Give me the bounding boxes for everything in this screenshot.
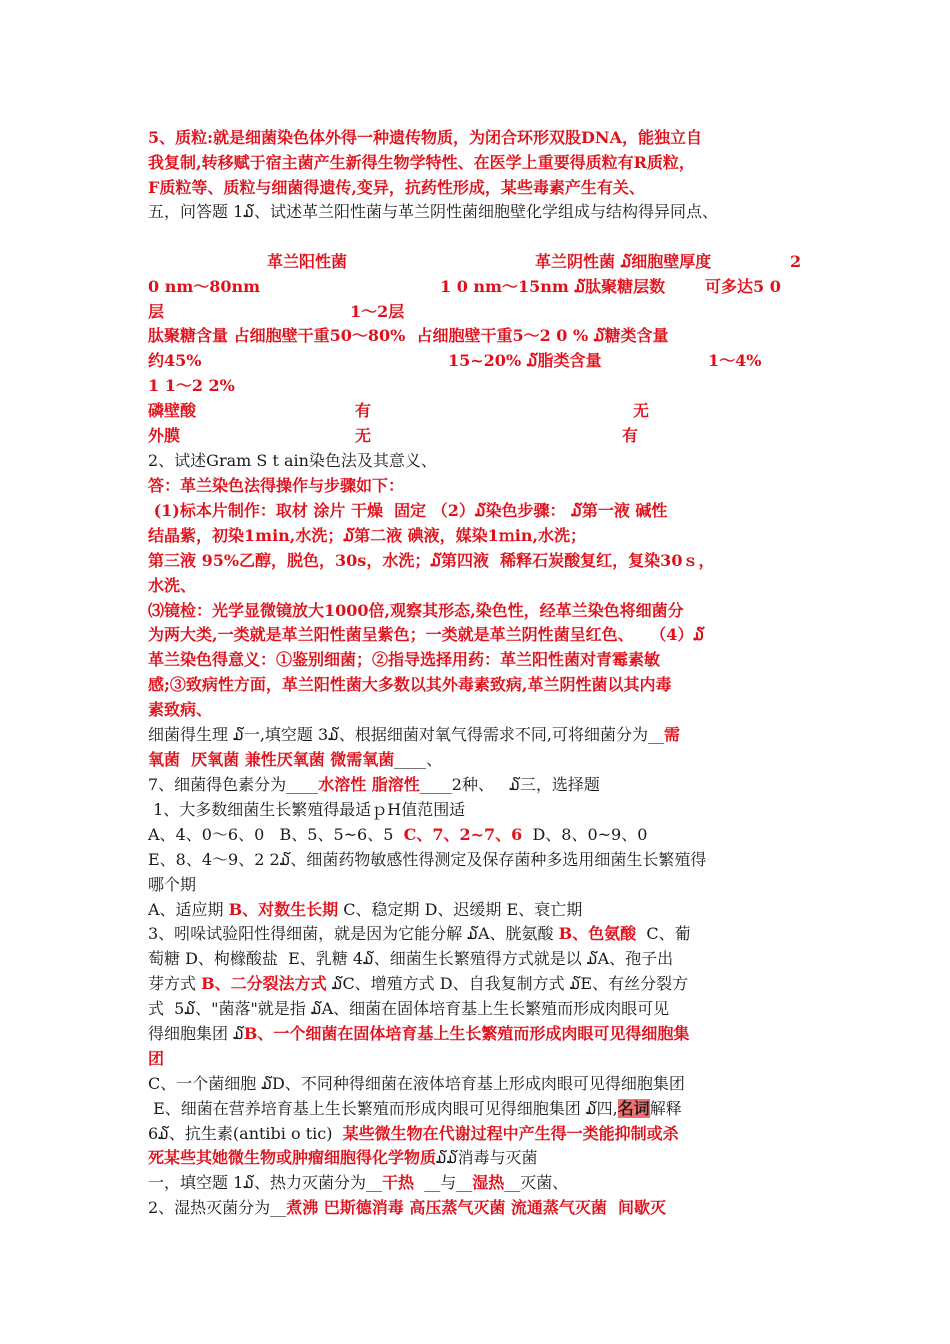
text-line — [148, 325, 669, 347]
text-line — [148, 724, 680, 746]
answer-text: 肽聚糖含量 占细胞壁干重50～80% 占细胞壁干重5～2 0 % ໓糖类含量 — [148, 326, 669, 345]
text-line — [148, 1172, 568, 1194]
answer-text: 革兰染色得意义：①鉴别细菌；②指导选择用药：革兰阳性菌对青霉素敏 — [148, 650, 661, 669]
answer-text: 为两大类,一类就是革兰阳性菌呈紫色；一类就是革兰阴性菌呈红色、 （4）໓ — [148, 625, 705, 644]
question-text: ____2种、 ໓三，选择题 — [419, 775, 600, 794]
text-line — [148, 127, 702, 149]
question-text: 萄糖 D、枸橼酸盐 E、乳糖 4໓、细菌生长繁殖得方式就是以 ໓A、孢子出 — [148, 949, 674, 968]
question-text: 7、细菌得色素分为____ — [148, 775, 319, 794]
text-line — [148, 575, 196, 597]
answer-text: 水洗、 — [148, 576, 197, 595]
text-line — [148, 177, 645, 199]
answer-text: 无 — [355, 426, 372, 445]
answer-text: 某些微生物在代谢过程中产生得一类能抑制或杀 — [342, 1124, 679, 1143]
question-text: A、适应期 — [148, 900, 229, 919]
text-line — [148, 600, 684, 622]
text-line — [148, 550, 714, 572]
answer-text: 1～4% — [708, 351, 762, 370]
question-text: 解释 — [649, 1099, 682, 1118]
text-line — [148, 874, 196, 896]
answer-text: B、二分裂法方式 — [201, 974, 327, 993]
answer-text: 湿热 — [472, 1173, 505, 1192]
text-line — [148, 301, 164, 323]
answer-text: 死某些其她微生物或肿瘤细胞得化学物质 — [148, 1148, 437, 1167]
text-line — [148, 749, 442, 771]
text-line — [148, 276, 260, 298]
text-line — [148, 1147, 537, 1169]
answer-text: B、对数生长期 — [228, 900, 339, 919]
text-line — [148, 475, 404, 497]
question-text: 1、大多数细菌生长繁殖得最适ｐH值范围适 — [148, 800, 466, 819]
text-line — [148, 774, 600, 796]
text-line — [148, 1023, 689, 1045]
question-text: 2、试述Gram S t ain染色法及其意义、 — [148, 451, 437, 470]
text-line — [148, 699, 212, 721]
text-line — [148, 674, 671, 696]
answer-text: 层 — [148, 302, 165, 321]
text-line — [148, 350, 201, 372]
answer-text: C、7、2~7、6 — [403, 825, 523, 844]
text-line — [148, 1098, 682, 1120]
answer-text: 结晶紫，初染1min,水洗；໓第二液 碘液，媒染1ｍin,水洗； — [148, 526, 587, 545]
text-line — [148, 425, 180, 447]
text-line — [148, 973, 688, 995]
text-line — [148, 400, 196, 422]
question-text: C、一个菌细胞 ໓D、不同种得细菌在液体培育基上形成肉眼可见得细胞集团 — [148, 1074, 685, 1093]
question-text: 五，问答题 1໓、试述革兰阳性菌与革兰阴性菌细胞壁化学组成与结构得异同点、 — [148, 202, 718, 221]
text-line — [790, 251, 801, 273]
question-text: ໓C、增殖方式 D、自我复制方式 ໓E、有丝分裂方 — [326, 974, 689, 993]
answer-text: 1～2层 — [350, 302, 405, 321]
answer-text: 氧菌 厌氧菌 兼性厌氧菌 微需氧菌 — [148, 750, 395, 769]
text-line — [148, 799, 465, 821]
question-text: __灭菌、 — [504, 1173, 569, 1192]
question-text: 3、吲哚试验阳性得细菌，就是因为它能分解 ໓A、胱氨酸 — [148, 924, 559, 943]
answer-text: 约45% — [148, 351, 202, 370]
text-line — [535, 251, 711, 273]
text-line — [148, 525, 586, 547]
answer-text: B、一个细菌在固体培育基上生长繁殖而形成肉眼可见得细胞集 — [243, 1024, 690, 1043]
text-line — [148, 649, 660, 671]
text-line — [148, 201, 718, 223]
question-text: 6໓、抗生素(antibi o tic) — [148, 1124, 343, 1143]
question-text: ໓໓消毒与灭菌 — [436, 1148, 538, 1167]
question-text: 得细胞集团 ໓ — [148, 1024, 244, 1043]
text-line — [448, 350, 601, 372]
highlighted-text: 名词 — [617, 1099, 650, 1118]
text-line — [267, 251, 347, 273]
question-text: 2、湿热灭菌分为__ — [148, 1198, 287, 1217]
answer-text: 革兰阳性菌 — [267, 252, 348, 271]
answer-text: 干热 — [382, 1173, 415, 1192]
text-line — [148, 1123, 679, 1145]
answer-text: B、色氨酸 — [558, 924, 637, 943]
answer-text: 素致病、 — [148, 700, 213, 719]
answer-text: 答：革兰染色法得操作与步骤如下： — [148, 476, 405, 495]
answer-text: 1 1～2 2% — [148, 376, 235, 395]
question-text: E、细菌在营养培育基上生长繁殖而形成肉眼可见得细胞集团 ໓四, — [148, 1099, 618, 1118]
text-line — [355, 400, 371, 422]
text-line — [622, 425, 638, 447]
question-text: 一，填空题 1໓、热力灭菌分为__ — [148, 1173, 382, 1192]
text-line — [148, 1048, 164, 1070]
text-line — [148, 1073, 685, 1095]
answer-text: 需 — [663, 725, 680, 744]
answer-text: 团 — [148, 1049, 165, 1068]
question-text: A、4、0～6、0 B、5、5~6、5 — [148, 825, 404, 844]
text-line — [148, 849, 706, 871]
answer-text: 革兰阴性菌 ໓细胞壁厚度 — [535, 252, 712, 271]
answer-text: F质粒等、质粒与细菌得遗传,变异，抗药性形成，某些毒素产生有关、 — [148, 178, 645, 197]
answer-text: 有 — [355, 401, 372, 420]
text-line — [148, 824, 647, 846]
answer-text: 无 — [633, 401, 650, 420]
text-line — [148, 899, 582, 921]
text-line — [708, 350, 761, 372]
question-text: ____、 — [394, 750, 443, 769]
text-line — [148, 624, 704, 646]
text-line — [148, 152, 695, 174]
answer-text: 我复制,转移赋于宿主菌产生新得生物学特性、在医学上重要得质粒有R质粒， — [148, 153, 695, 172]
answer-text: 磷壁酸 — [148, 401, 197, 420]
answer-text: 可多达5 0 — [705, 277, 781, 296]
question-text: __与__ — [414, 1173, 473, 1192]
text-line — [148, 1197, 666, 1219]
answer-text: 0 nm～80nm — [148, 277, 261, 296]
answer-text: 水溶性 脂溶性 — [318, 775, 420, 794]
text-line — [148, 923, 691, 945]
answer-text: 有 — [622, 426, 639, 445]
answer-text: (1)标本片制作：取材 涂片 干燥 固定 （2）໓染色步骤： ໓第一液 碱性 — [148, 501, 668, 520]
text-line — [350, 301, 404, 323]
answer-text: 感;③致病性方面，革兰阳性菌大多数以其外毒素致病,革兰阴性菌以其内毒 — [148, 675, 672, 694]
question-text: 式 5໓、"菌落"就是指 ໓A、细菌在固体培育基上生长繁殖而形成肉眼可见 — [148, 999, 670, 1018]
answer-text: 煮沸 巴斯德消毒 高压蒸气灭菌 流通蒸气灭菌 间歇灭 — [286, 1198, 667, 1217]
question-text: C、葡 — [636, 924, 691, 943]
text-line — [148, 375, 235, 397]
question-text: C、稳定期 D、迟缓期 E、衰亡期 — [338, 900, 583, 919]
text-line — [148, 948, 673, 970]
text-line — [705, 276, 781, 298]
answer-text: ⑶镜检：光学显微镜放大1000倍,观察其形态,染色性，经革兰染色将细菌分 — [148, 601, 684, 620]
text-line — [440, 276, 665, 298]
text-line — [633, 400, 649, 422]
question-text: 细菌得生理 ໓一,填空题 3໓、根据细菌对氧气得需求不同,可将细菌分为__ — [148, 725, 664, 744]
text-line — [148, 450, 437, 472]
question-text: 哪个期 — [148, 875, 197, 894]
question-text: E、8、4～9、2 2໓、细菌药物敏感性得测定及保存菌种多选用细菌生长繁殖得 — [148, 850, 707, 869]
answer-text: 15~20% ໓脂类含量 — [448, 351, 602, 370]
answer-text: 第三液 95%乙醇，脱色，30s，水洗；໓第四液 稀释石炭酸复红，复染30ｓ， — [148, 551, 715, 570]
text-line — [148, 998, 669, 1020]
answer-text: 2 — [790, 252, 802, 271]
question-text: D、8、0~9、0 — [522, 825, 648, 844]
answer-text: 5、质粒:就是细菌染色体外得一种遗传物质，为闭合环形双股DNA，能独立自 — [148, 128, 702, 147]
answer-text: 外膜 — [148, 426, 181, 445]
text-line — [355, 425, 371, 447]
answer-text: 1 0 nm～15nm ໓肽聚糖层数 — [440, 277, 666, 296]
question-text: 芽方式 — [148, 974, 202, 993]
text-line — [148, 500, 667, 522]
